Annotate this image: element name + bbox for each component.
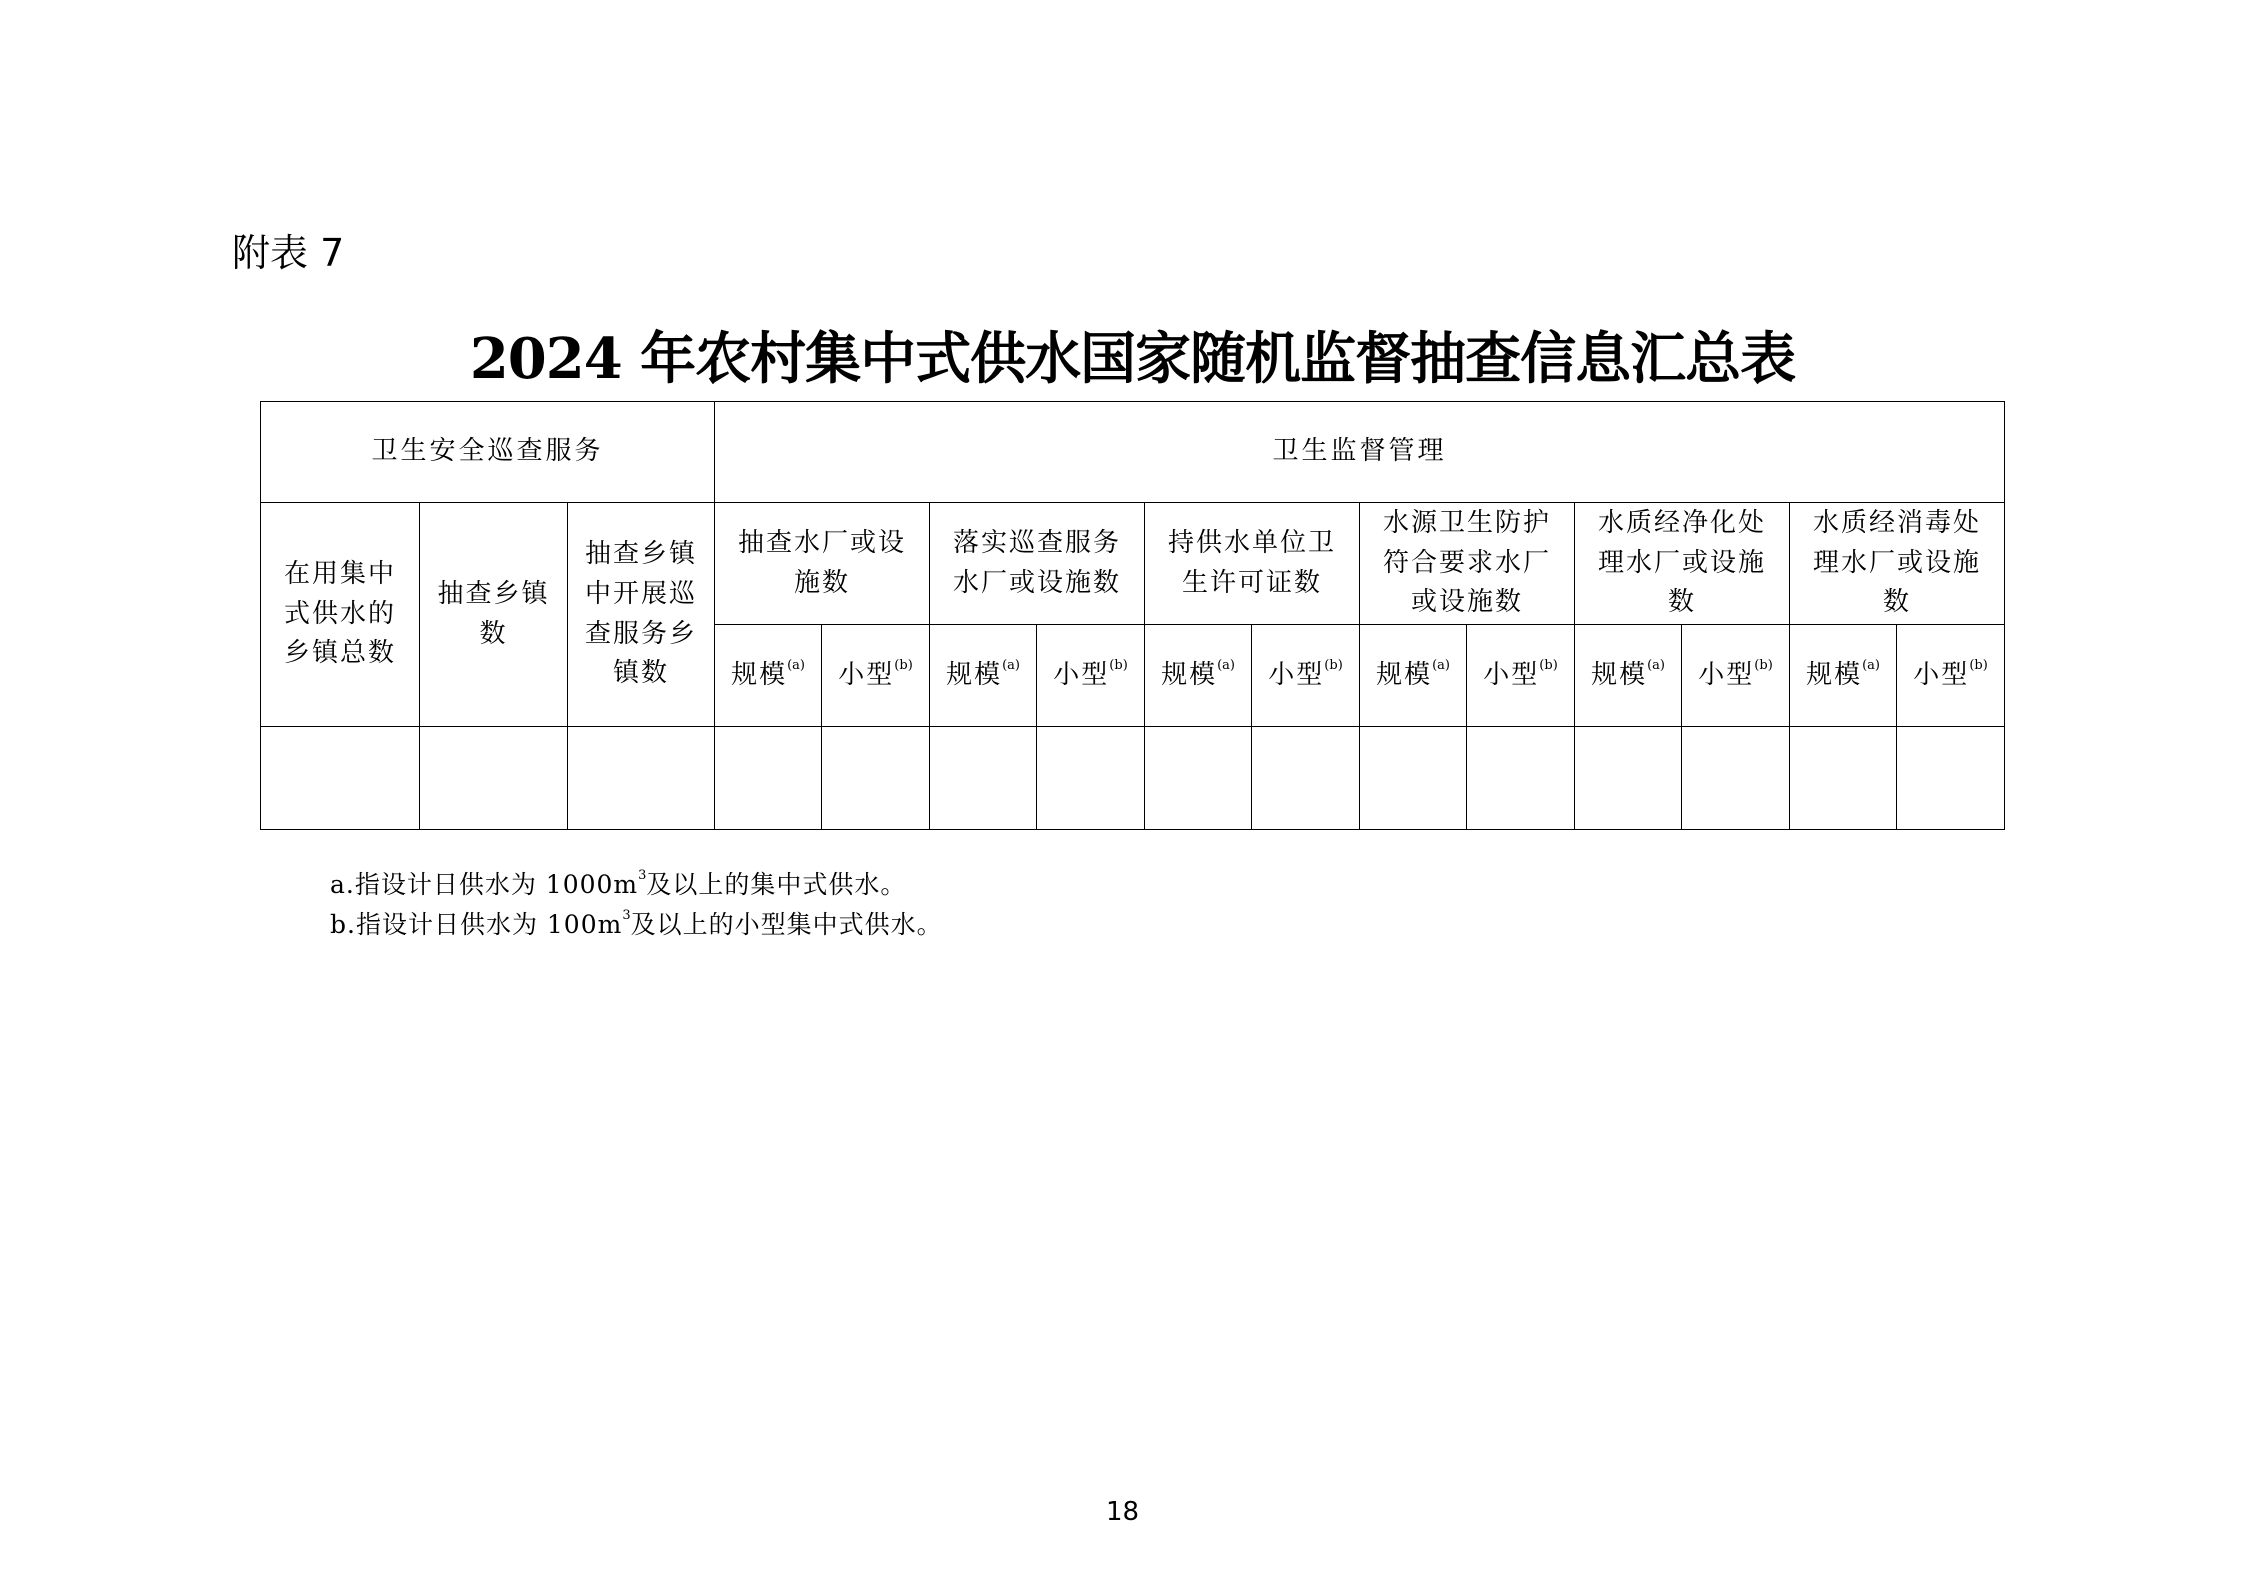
col-header-townships-inspected: 抽查乡镇数 [420,503,568,727]
data-entry-row [261,727,2005,830]
col-header-townships-total: 在用集中式供水的乡镇总数 [261,503,420,727]
col-header-plants-inspected: 抽查水厂或设施数 [715,503,930,625]
footnote-a-exponent: 3 [638,868,647,883]
empty-cell[interactable] [1575,727,1682,830]
footnote-mark-b: (b) [1754,657,1773,673]
empty-cell[interactable] [715,727,822,830]
appendix-label: 附表 7 [232,231,345,275]
sub-header-large-label: 规模 [1376,659,1433,690]
summary-table [260,401,2005,830]
footnote-mark-b: (b) [1969,657,1988,673]
sub-header-large [1790,625,1897,727]
empty-cell[interactable] [930,727,1037,830]
column-header-row [261,503,2005,625]
sub-header-small [1037,625,1145,727]
group-header-row [261,402,2005,503]
footnote-b-text: b.指设计日供水为 100m [330,910,623,939]
empty-cell[interactable] [1252,727,1360,830]
footnote-b-exponent: 3 [622,908,631,923]
sub-header-large-label: 规模 [731,659,788,690]
sub-header-large [930,625,1037,727]
group-header-supervision: 卫生监督管理 [715,402,2005,503]
footnote-a [330,865,943,905]
col-header-source-protection: 水源卫生防护符合要求水厂或设施数 [1360,503,1575,625]
footnote-mark-b: (b) [894,657,913,673]
sub-header-small [1897,625,2005,727]
empty-cell[interactable] [822,727,930,830]
sub-header-small [1252,625,1360,727]
sub-header-large-label: 规模 [1161,659,1218,690]
empty-cell[interactable] [261,727,420,830]
empty-cell[interactable] [1790,727,1897,830]
sub-header-small [1682,625,1790,727]
col-header-purification: 水质经净化处理水厂或设施数 [1575,503,1790,625]
sub-header-large-label: 规模 [1591,659,1648,690]
col-header-disinfection: 水质经消毒处理水厂或设施数 [1790,503,2005,625]
sub-header-small-label: 小型 [838,659,895,690]
footnotes [330,865,943,945]
footnote-b-rest: 及以上的小型集中式供水。 [630,910,943,939]
footnote-mark-b: (b) [1109,657,1128,673]
sub-header-large [1360,625,1467,727]
empty-cell[interactable] [1682,727,1790,830]
empty-cell[interactable] [1897,727,2005,830]
sub-header-small [822,625,930,727]
footnote-mark-a: (a) [1432,657,1450,673]
footnote-mark-a: (a) [787,657,805,673]
sub-header-small-label: 小型 [1913,659,1970,690]
footnote-mark-b: (b) [1324,657,1343,673]
empty-cell[interactable] [1145,727,1252,830]
col-header-townships-patrolled: 抽查乡镇中开展巡查服务乡镇数 [568,503,715,727]
empty-cell[interactable] [1360,727,1467,830]
sub-header-small-label: 小型 [1053,659,1110,690]
group-header-patrol: 卫生安全巡查服务 [261,402,715,503]
footnote-a-text: a.指设计日供水为 1000m [330,870,639,899]
table-title: 2024 年农村集中式供水国家随机监督抽查信息汇总表 [469,326,1796,392]
sub-header-large [715,625,822,727]
sub-header-large-label: 规模 [1806,659,1863,690]
sub-header-large [1145,625,1252,727]
footnote-mark-a: (a) [1002,657,1020,673]
empty-cell[interactable] [1037,727,1145,830]
footnote-mark-a: (a) [1647,657,1665,673]
sub-header-large [1575,625,1682,727]
sub-header-small-label: 小型 [1268,659,1325,690]
footnote-mark-a: (a) [1217,657,1235,673]
empty-cell[interactable] [420,727,568,830]
footnote-b [330,905,943,945]
col-header-plants-patrol-service: 落实巡查服务水厂或设施数 [930,503,1145,625]
empty-cell[interactable] [568,727,715,830]
footnote-mark-b: (b) [1539,657,1558,673]
col-header-hygiene-license: 持供水单位卫生许可证数 [1145,503,1360,625]
footnote-mark-a: (a) [1862,657,1880,673]
sub-header-large-label: 规模 [946,659,1003,690]
sub-header-small-label: 小型 [1698,659,1755,690]
sub-header-small [1467,625,1575,727]
page-number: 18 [1105,1497,1140,1527]
sub-header-small-label: 小型 [1483,659,1540,690]
empty-cell[interactable] [1467,727,1575,830]
footnote-a-rest: 及以上的集中式供水。 [646,870,907,899]
